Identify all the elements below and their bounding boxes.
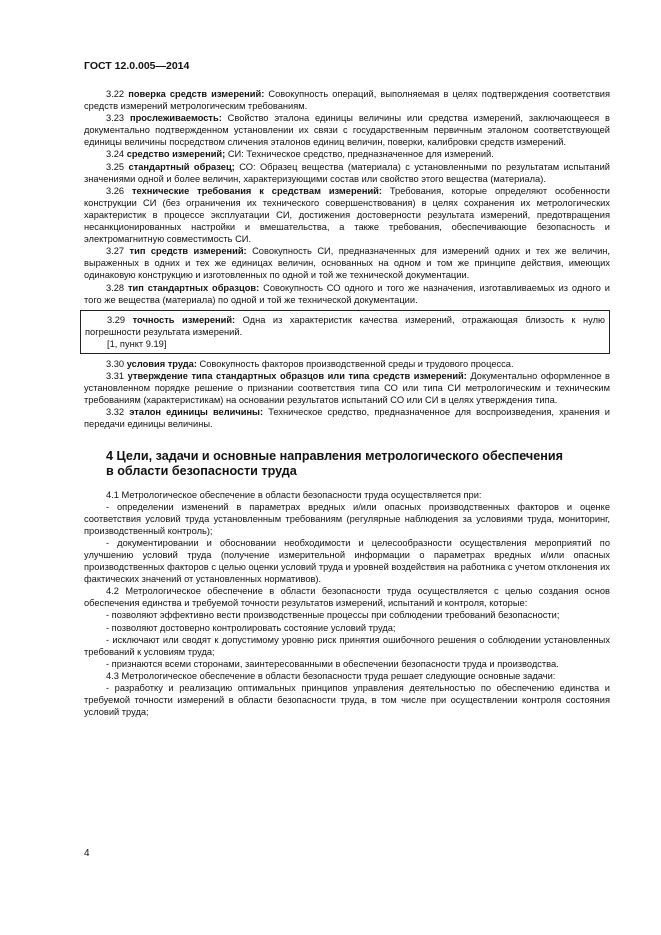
definition-term: условия труда: xyxy=(126,358,197,369)
section-paragraph: 4.3 Метрологическое обеспечение в области безопасности труда решает следующие основные задачи: xyxy=(106,670,556,681)
definition-3-31: 3.31 утверждение типа стандартных образцов или типа средств измерений: Документально оформленное в установленном порядке решение о признании соответствия типа СО или типа СИ метрологическим и техническим требованиям (характеристикам) на основании результатов испытаний СО или СИ в целях утверждения типа. xyxy=(84,371,610,406)
definition-term: средство измерений; xyxy=(126,149,226,160)
section-heading: 4 Цели, задачи и основные направления метрологического обеспечения в области безопасности труда xyxy=(106,448,563,478)
list-item: - определении изменений в параметрах вредных и/или опасных производственных факторов и оценке соответствия условий труда установленным требованиям (регулярные наблюдения за условиями труда, мониторинг, производственный контроль); xyxy=(84,501,610,536)
list-item: - разработку и реализацию оптимальных принципов управления деятельностью по обеспечению единства и требуемой точности измерений в области безопасности труда, в том числе при осуществлении контроля состояния условий труда; xyxy=(84,683,610,718)
definition-term: тип средств измерений: xyxy=(129,246,247,257)
definition-term: точность измерений: xyxy=(132,314,236,325)
definition-term: эталон единицы величины: xyxy=(129,407,264,418)
list-item: - документировании и обосновании необходимости и целесообразности осуществления мероприятий по улучшению условий труда (получение измерительной информации о параметрах вредных и/или опасных производственных факторов с целью оценки условий труда и уровней воздействия на работника с учетом отклонения их фактических значений от установленных нормативов). xyxy=(84,537,610,585)
definition-term: тип стандартных образцов: xyxy=(127,282,260,293)
definition-term: стандартный образец; xyxy=(128,161,235,172)
definition-3-23: 3.23 прослеживаемость: Свойство эталона единицы величины или средства измерений, заключающееся в документально подтвержденном установлении их связи с государственным первичным эталоном соответствующей единицы величины посредством сличения эталонов единиц величин, поверки, калибровки средств измерений. xyxy=(84,113,610,148)
page-content xyxy=(84,88,610,718)
definition-term: утверждение типа стандартных образцов или типа средств измерений: xyxy=(127,371,467,382)
section-paragraph: 4.1 Метрологическое обеспечение в области безопасности труда осуществляется при: xyxy=(106,489,482,500)
boxed-definition-3-29 xyxy=(80,310,610,354)
definition-3-22: 3.22 поверка средств измерений: Совокупность операций, выполняемая в целях подтверждения соответствия средств измерений метрологическим требованиям. xyxy=(84,89,610,112)
definition-term: прослеживаемость: xyxy=(129,113,222,124)
definition-term: технические требования к средствам измерений: xyxy=(132,185,382,196)
document-header: ГОСТ 12.0.005—2014 xyxy=(84,60,190,72)
definition-3-25: 3.25 стандартный образец; СО: Образец вещества (материала) с установленными по результатам испытаний значениями одной и более величин, характеризующими состав или свойство этого вещества (материала). xyxy=(84,161,610,184)
page-number: 4 xyxy=(84,848,90,859)
definition-3-24: 3.24 средство измерений; СИ: Техническое средство, предназначенное для измерений. xyxy=(106,149,494,160)
definition-3-26: 3.26 технические требования к средствам измерений: Требования, которые определяют особенности конструкции СИ (без ограничения их технического совершенствования) в целях сохранения их метрологических характеристик в процессе эксплуатации СИ, достижения достоверности результата измерений, предотвращения несанкционированных настройки и вмешательства, а также требования, обеспечивающие безопасность и электромагнитную совместимость СИ. xyxy=(84,185,610,245)
list-item: - исключают или сводят к допустимому уровню риск принятия ошибочного решения о соблюдении установленных требований к условиям труда; xyxy=(84,634,610,657)
list-item: - признаются всеми сторонами, заинтересованными в обеспечении безопасности труда и производства. xyxy=(106,658,559,669)
list-item: - позволяют эффективно вести производственные процессы при соблюдении требований безопасности; xyxy=(106,610,560,621)
definition-3-28: 3.28 тип стандартных образцов: Совокупность СО одного и того же назначения, изготавливаемых из одного и того же вещества (материала) по одной и той же технической документации. xyxy=(84,282,610,305)
definition-3-27: 3.27 тип средств измерений: Совокупность СИ, предназначенных для измерений одних и тех же величин, выраженных в одних и тех же единицах величин, основанных на одном и том же принципе действия, имеющих одинаковую конструкцию и изготовленных по одной и той же технической документации. xyxy=(84,246,610,281)
definition-3-30: 3.30 условия труда: Совокупность факторов производственной среды и трудового процесса. xyxy=(106,358,514,369)
definition-3-32: 3.32 эталон единицы величины: Техническое средство, предназначенное для воспроизведения, хранения и передачи единицы величины. xyxy=(84,407,611,430)
definition-reference: [1, пункт 9.19] xyxy=(107,338,167,349)
definition-3-29: 3.29 точность измерений: Одна из характеристик качества измерений, отражающая близость к нулю погрешности результата измерений. xyxy=(85,314,605,337)
section-paragraph: 4.2 Метрологическое обеспечение в области безопасности труда осуществляется с целью создания основ обеспечения единства и требуемой точности результатов измерений, испытаний и контроля, которые: xyxy=(84,586,610,609)
list-item: - позволяют достоверно контролировать состояние условий труда; xyxy=(106,622,396,633)
definition-term: поверка средств измерений: xyxy=(128,89,265,99)
